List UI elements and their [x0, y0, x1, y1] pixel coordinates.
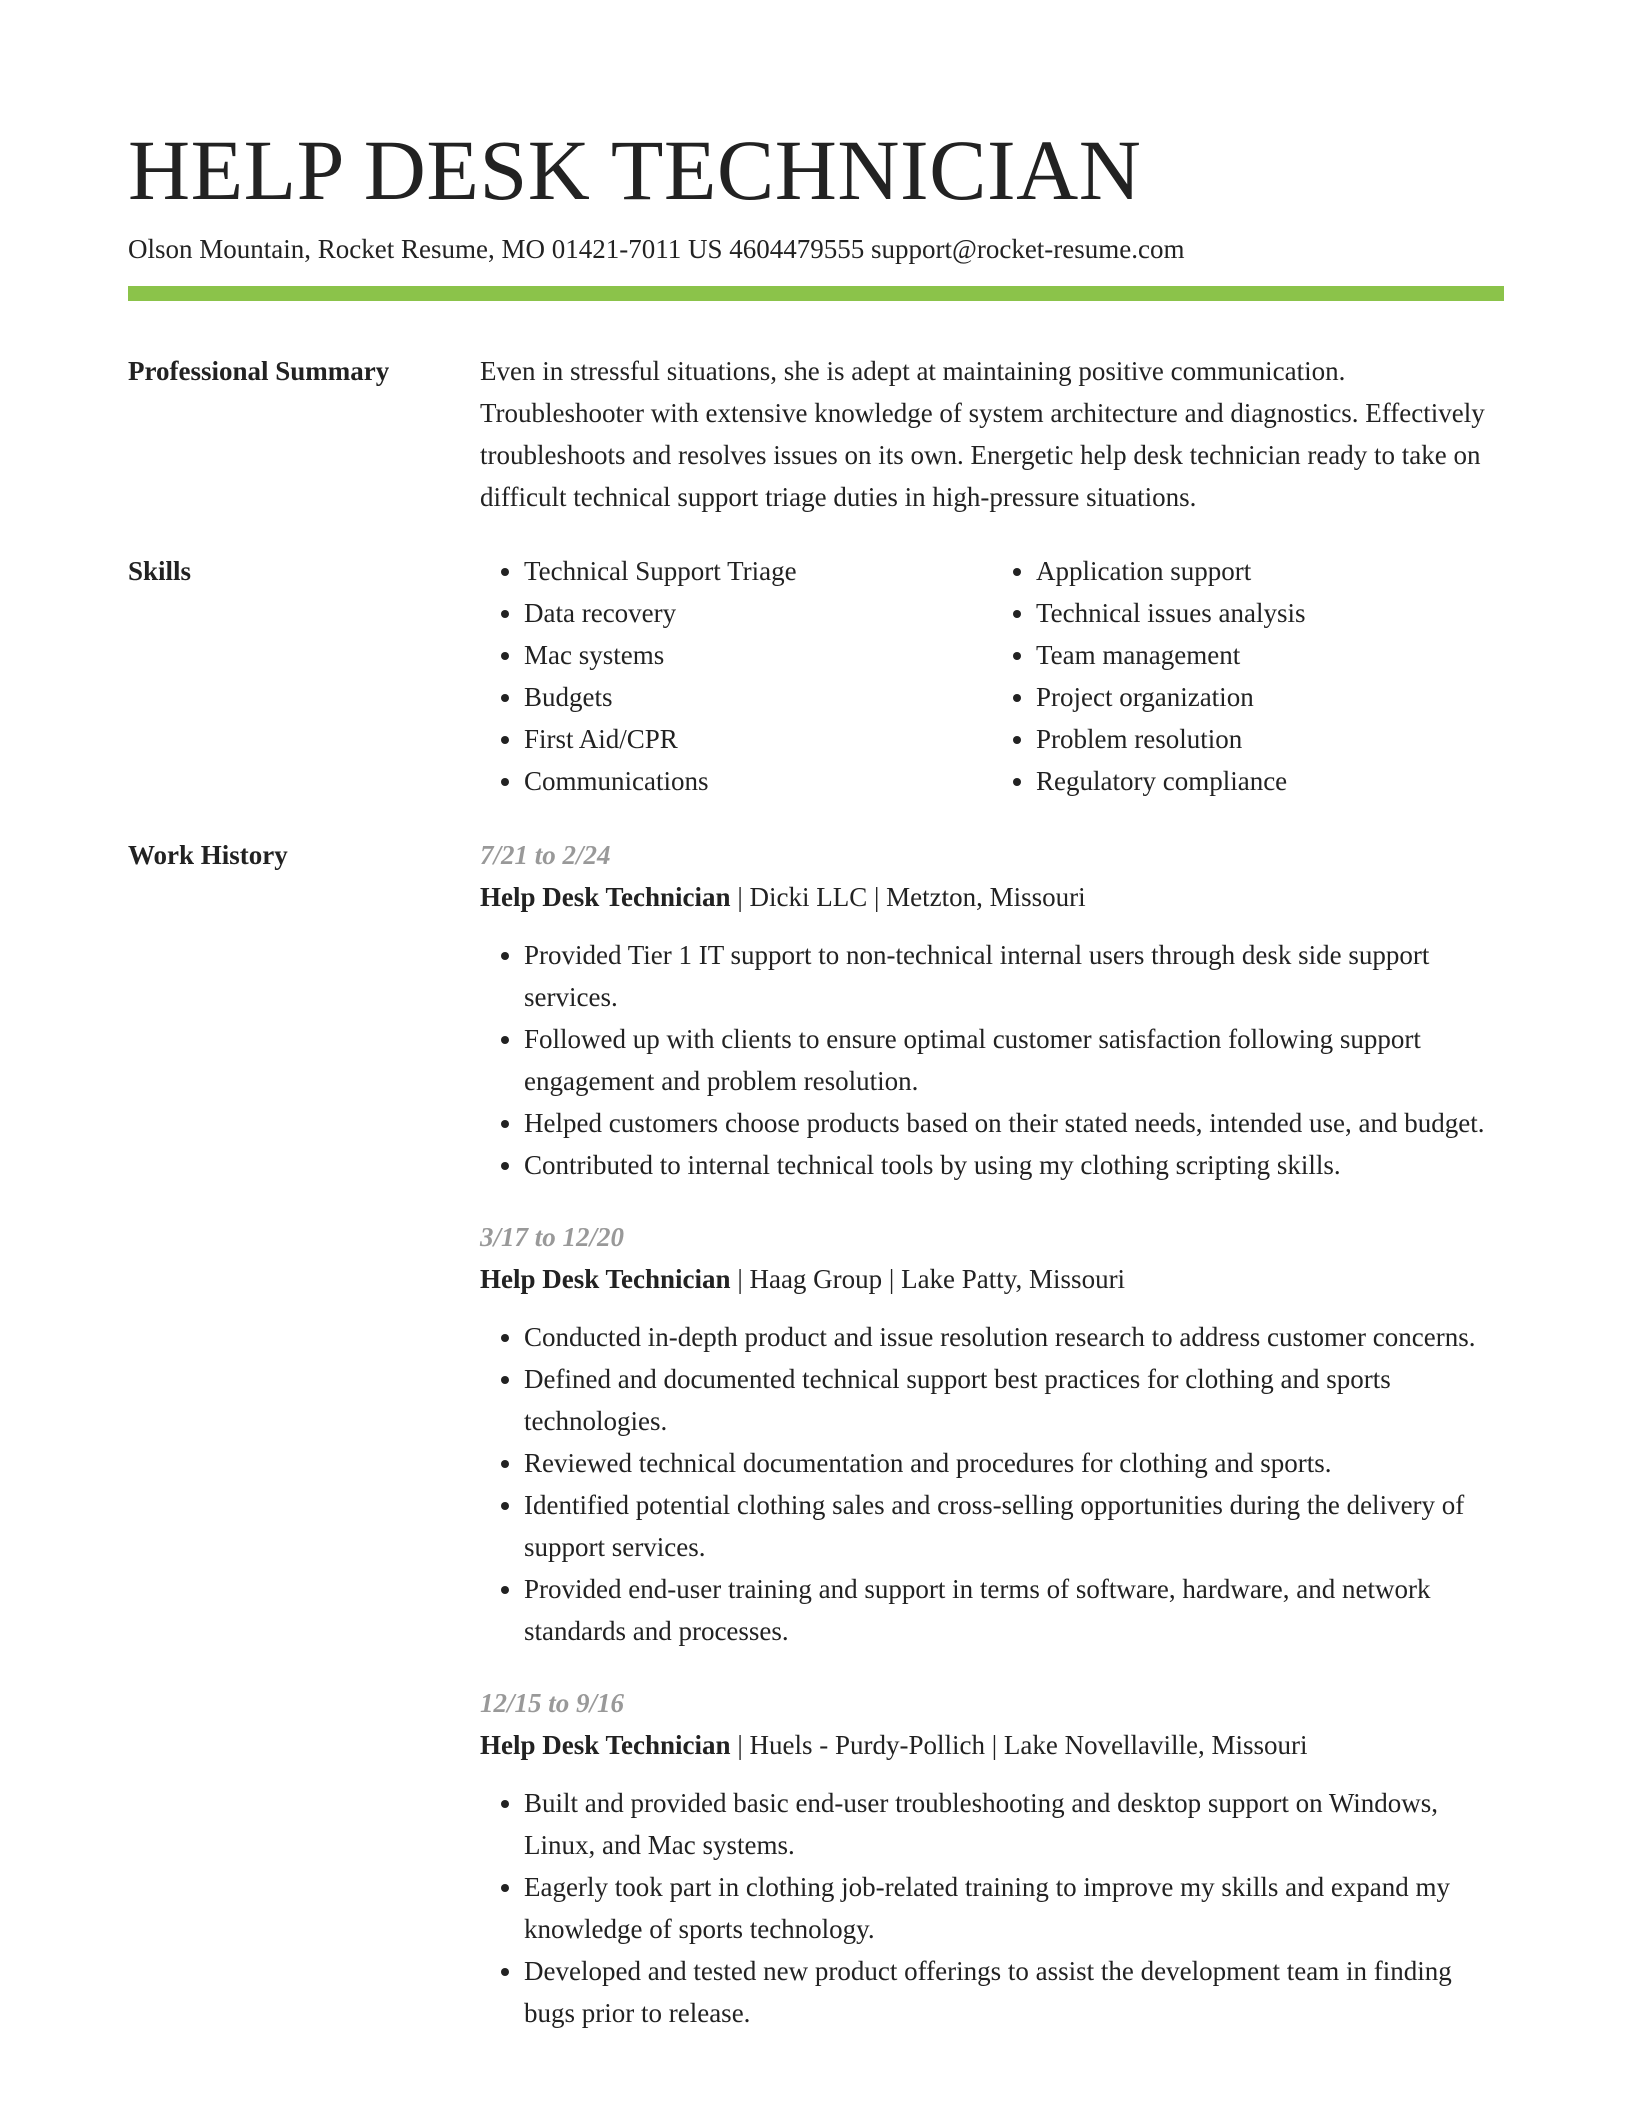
job-dates: 12/15 to 9/16: [480, 1688, 625, 1718]
skills-title: Skills: [128, 556, 192, 586]
job-bullets: [480, 1316, 1504, 1652]
contact-info: Olson Mountain, Rocket Resume, MO 01421-7011 US 4604479555 support@rocket-resume.com: [128, 234, 1185, 264]
job-bullet: • Eagerly took part in clothing job-related training to improve my skills and expand my knowledge of sports technology.: [524, 1866, 1504, 1950]
skill-item: • Project organization: [1036, 676, 1444, 718]
skill-item: • Problem resolution: [1036, 718, 1444, 760]
skill-item: • Data recovery: [524, 592, 932, 634]
job-bullets: [480, 934, 1504, 1186]
job-bullet: • Provided end-user training and support in terms of software, hardware, and network standards and processes.: [524, 1568, 1504, 1652]
skills-columns: [480, 550, 1504, 802]
skill-item: • Budgets: [524, 676, 932, 718]
job-bullet: • Contributed to internal technical tools by using my clothing scripting skills.: [524, 1144, 1504, 1186]
skill-item: • Mac systems: [524, 634, 932, 676]
header-divider: [128, 286, 1504, 301]
job-bullets: [480, 1782, 1504, 2034]
work-history-title: Work History: [128, 840, 288, 870]
skill-item: • Application support: [1036, 550, 1444, 592]
job-bullet: • Followed up with clients to ensure optimal customer satisfaction following support engagement and problem resolution.: [524, 1018, 1504, 1102]
job-entry: [480, 1216, 1504, 1652]
job-title-line: [480, 1258, 1504, 1300]
job-entry: [480, 1682, 1504, 2034]
job-title: Help Desk Technician: [480, 882, 731, 912]
skills-list-right: [992, 550, 1444, 802]
skill-item: • Technical issues analysis: [1036, 592, 1444, 634]
job-bullet: • Helped customers choose products based on their stated needs, intended use, and budget.: [524, 1102, 1504, 1144]
summary-text: Even in stressful situations, she is adept at maintaining positive communication. Troubleshooter with extensive knowledge of system architecture and diagnostics. Effectively troubleshoots and resolves issues on its own. Energetic help desk technician ready to take on difficult technical support triage duties in high-pressure situations.: [480, 356, 1485, 512]
job-bullet: • Built and provided basic end-user troubleshooting and desktop support on Windows, Linux, and Mac systems.: [524, 1782, 1504, 1866]
skill-item: • Team management: [1036, 634, 1444, 676]
skill-item: • Regulatory compliance: [1036, 760, 1444, 802]
job-bullet: • Conducted in-depth product and issue resolution research to address customer concerns.: [524, 1316, 1504, 1358]
job-details: | Huels - Purdy-Pollich | Lake Novellaville, Missouri: [730, 1730, 1308, 1760]
skills-list-left: [480, 550, 932, 802]
job-details: | Dicki LLC | Metzton, Missouri: [730, 882, 1086, 912]
job-title-line: [480, 876, 1504, 918]
job-details: | Haag Group | Lake Patty, Missouri: [730, 1264, 1126, 1294]
job-title: Help Desk Technician: [480, 1264, 731, 1294]
skill-item: • First Aid/CPR: [524, 718, 932, 760]
skill-item: • Communications: [524, 760, 932, 802]
job-bullet: • Provided Tier 1 IT support to non-technical internal users through desk side support services.: [524, 934, 1504, 1018]
summary-title: Professional Summary: [128, 356, 390, 386]
job-dates: 7/21 to 2/24: [480, 840, 611, 870]
job-entry: [480, 834, 1504, 1186]
job-bullet: • Identified potential clothing sales and cross-selling opportunities during the delivery of support services.: [524, 1484, 1504, 1568]
job-title-line: [480, 1724, 1504, 1766]
skill-item: • Technical Support Triage: [524, 550, 932, 592]
resume-name-heading: HELP DESK TECHNICIAN: [128, 122, 1142, 218]
job-bullet: • Developed and tested new product offerings to assist the development team in finding bugs prior to release.: [524, 1950, 1504, 2034]
job-title: Help Desk Technician: [480, 1730, 731, 1760]
job-bullet: • Defined and documented technical support best practices for clothing and sports technologies.: [524, 1358, 1504, 1442]
job-bullet: • Reviewed technical documentation and procedures for clothing and sports.: [524, 1442, 1504, 1484]
job-dates: 3/17 to 12/20: [480, 1222, 625, 1252]
